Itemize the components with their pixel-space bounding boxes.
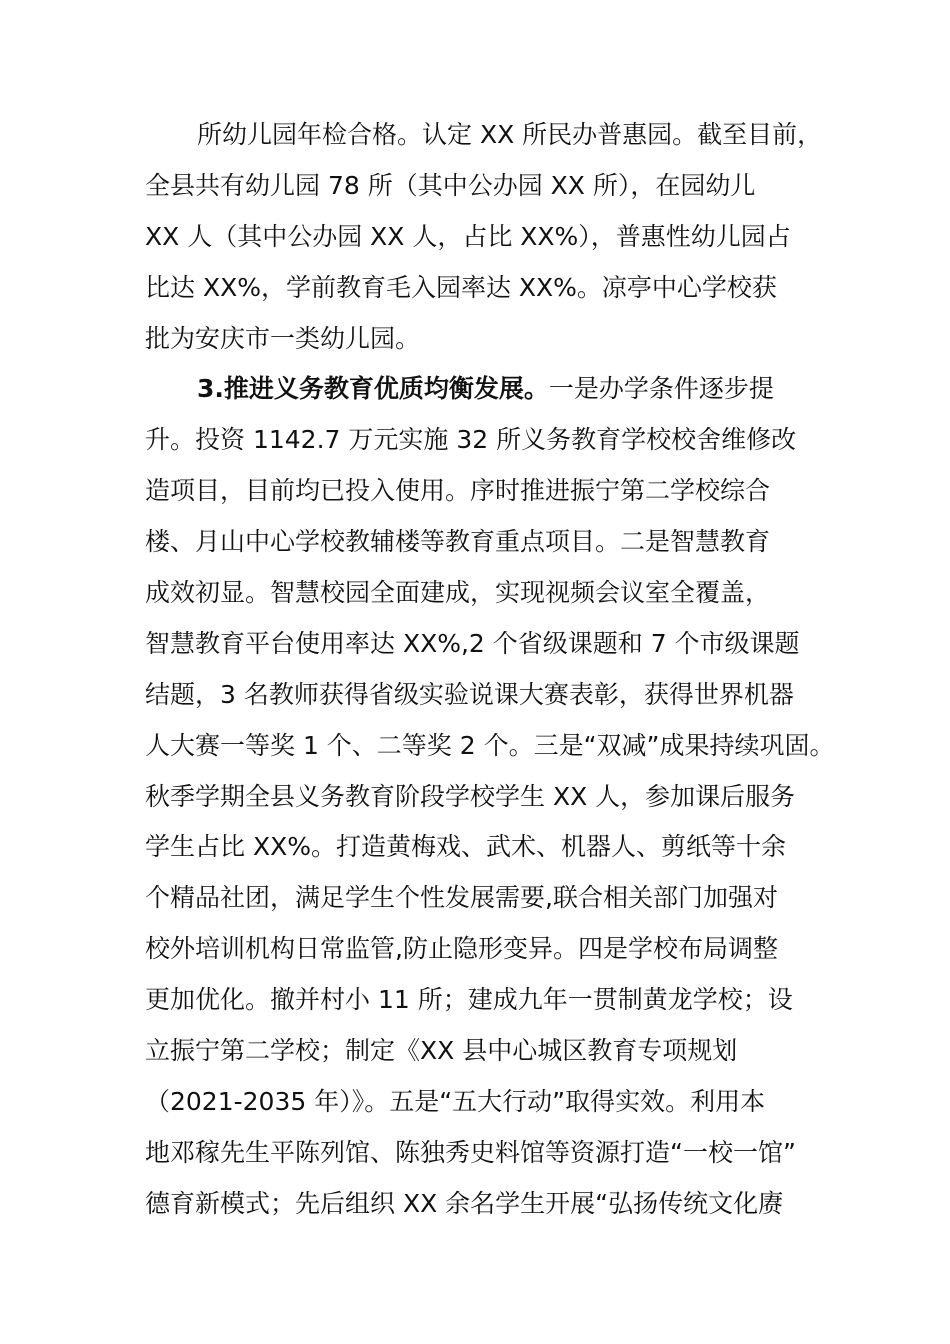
text-line: 智慧教育平台使用率达 XX%,2 个省级课题和 7 个市级课题 [145, 628, 800, 658]
heading-line-text: 一是办学条件逐步提 [548, 374, 774, 404]
text-line: 结题，3 名教师获得省级实验说课大赛表彰，获得世界机器 [145, 679, 794, 709]
document-body [145, 110, 845, 1230]
text-line: 更加优化。撤并村小 11 所；建成九年一贯制黄龙学校；设 [145, 985, 793, 1015]
text-line: 立振宁第二学校；制定《XX 县中心城区教育专项规划 [145, 1036, 738, 1066]
text-line: 全县共有幼儿园 78 所（其中公办园 XX 所），在园幼儿 [145, 170, 756, 200]
text-line: 所幼儿园年检合格。认定 XX 所民办普惠园。截至目前， [197, 120, 823, 149]
text-line: 校外培训机构日常监管,防止隐形变异。四是学校布局调整 [145, 934, 778, 964]
text-line: 秋季学期全县义务教育阶段学校学生 XX 人，参加课后服务 [145, 781, 796, 811]
text-line: 个精品社团，满足学生个性发展需要,联合相关部门加强对 [145, 883, 778, 913]
text-line: 造项目，目前均已投入使用。序时推进振宁第二学校综合 [145, 476, 771, 506]
text-line: 成效初显。智慧校园全面建成，实现视频会议室全覆盖， [145, 578, 771, 608]
text-line: XX 人（其中公办园 XX 人，占比 XX%），普惠性幼儿园占 [145, 221, 791, 251]
text-line: （2021-2035 年）》。五是“五大行动”取得实效。利用本 [145, 1086, 766, 1116]
text-line: 批为安庆市一类幼儿园。 [145, 323, 421, 353]
paragraph-first-line [145, 364, 845, 415]
text-line: 地邓稼先生平陈列馆、陈独秀史料馆等资源打造“一校一馆” [145, 1137, 796, 1167]
text-line: 学生占比 XX%。打造黄梅戏、武术、机器人、剪纸等十余 [145, 832, 786, 862]
text-line: 人大赛一等奖 1 个、二等奖 2 个。三是“双减”成果持续巩固。 [145, 730, 835, 760]
text-line: 比达 XX%，学前教育毛入园率达 XX%。凉亭中心学校获 [145, 272, 777, 302]
text-line: 楼、月山中心学校教辅楼等教育重点项目。二是智慧教育 [145, 527, 771, 557]
section-heading: 3.推进义务教育优质均衡发展。 [197, 374, 549, 404]
text-line: 升。投资 1142.7 万元实施 32 所义务教育学校校舍维修改 [145, 425, 797, 455]
text-line: 德育新模式；先后组织 XX 余名学生开展“弘扬传统文化赓 [145, 1188, 784, 1218]
